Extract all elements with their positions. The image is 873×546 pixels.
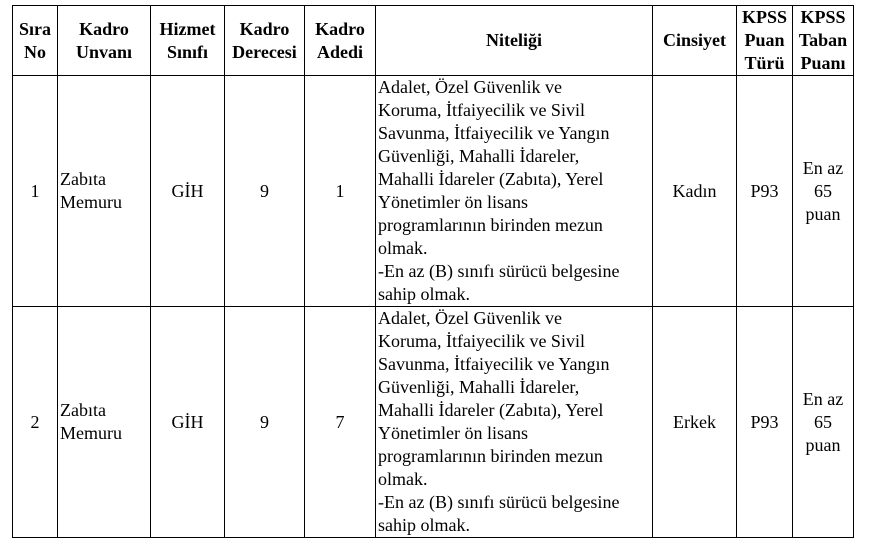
header-row [13, 6, 854, 76]
kadro-table [12, 5, 854, 538]
cell-hizmet-sinifi: GİH [151, 307, 225, 538]
cell-kadro-derecesi: 9 [225, 307, 305, 538]
cell-cinsiyet: Kadın [653, 76, 737, 307]
table-row [13, 307, 854, 538]
cell-kadro-adedi: 1 [305, 76, 376, 307]
cell-kadro-adedi: 7 [305, 307, 376, 538]
header-kpss-puan-turu: KPSS Puan Türü [737, 6, 793, 76]
cell-niteligi: Adalet, Özel Güvenlik ve Koruma, İtfaiyecilik ve Sivil Savunma, İtfaiyecilik ve Yangın Güvenliği, Mahalli İdareler, Mahalli İdareler (Zabıta), Yerel Yönetimler ön lisans programlarının birinden mezun olmak. -En az (B) sınıfı sürücü belgesine sahip olmak. [376, 76, 653, 307]
header-cinsiyet: Cinsiyet [653, 6, 737, 76]
header-sira-no: Sıra No [13, 6, 58, 76]
cell-cinsiyet: Erkek [653, 307, 737, 538]
header-hizmet-sinifi: Hizmet Sınıfı [151, 6, 225, 76]
cell-kadro-derecesi: 9 [225, 76, 305, 307]
header-kpss-taban-puani: KPSS Taban Puanı [793, 6, 854, 76]
table-row [13, 76, 854, 307]
cell-hizmet-sinifi: GİH [151, 76, 225, 307]
cell-kpss-taban-puani: En az 65 puan [793, 76, 854, 307]
cell-kadro-unvani: Zabıta Memuru [58, 76, 151, 307]
cell-sira-no: 2 [13, 307, 58, 538]
header-kadro-unvani: Kadro Unvanı [58, 6, 151, 76]
cell-sira-no: 1 [13, 76, 58, 307]
header-niteligi: Niteliği [376, 6, 653, 76]
cell-kpss-puan-turu: P93 [737, 76, 793, 307]
header-kadro-derecesi: Kadro Derecesi [225, 6, 305, 76]
cell-niteligi: Adalet, Özel Güvenlik ve Koruma, İtfaiyecilik ve Sivil Savunma, İtfaiyecilik ve Yangın Güvenliği, Mahalli İdareler, Mahalli İdareler (Zabıta), Yerel Yönetimler ön lisans programlarının birinden mezun olmak. -En az (B) sınıfı sürücü belgesine sahip olmak. [376, 307, 653, 538]
cell-kpss-puan-turu: P93 [737, 307, 793, 538]
header-kadro-adedi: Kadro Adedi [305, 6, 376, 76]
cell-kadro-unvani: Zabıta Memuru [58, 307, 151, 538]
cell-kpss-taban-puani: En az 65 puan [793, 307, 854, 538]
